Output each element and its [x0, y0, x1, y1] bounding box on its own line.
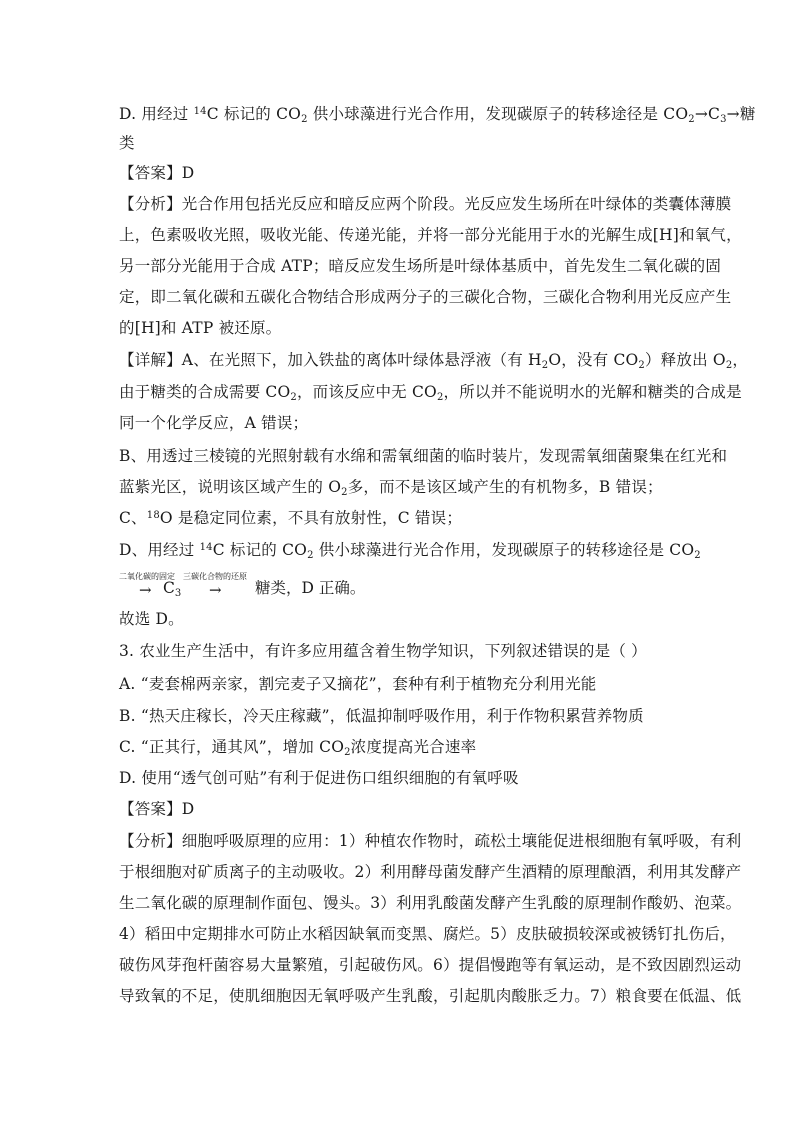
- text-line: [119, 955, 741, 975]
- text-line: [119, 706, 644, 726]
- text-line: [119, 163, 194, 183]
- text-run: →C: [694, 105, 721, 123]
- text-run: 4）稻田中定期排水可防止水稻因缺氧而变黑、腐烂。5）皮肤破损较深或被锈钉扎伤后，: [119, 925, 736, 943]
- text-line: [119, 508, 462, 528]
- text-line: [119, 674, 597, 694]
- text-line: [119, 413, 308, 433]
- text-run: 3: [720, 114, 727, 125]
- text-run: D. 使用“透气创可贴”有利于促进伤口组织细胞的有氧呼吸: [119, 769, 519, 787]
- pathway-label-reduction: 三碳化合物的还原: [183, 572, 247, 581]
- text-line: [119, 256, 721, 276]
- text-run: 同一个化学反应，A 错误；: [119, 414, 309, 432]
- text-line: [119, 287, 731, 307]
- text-run: 破伤风芽孢杆菌容易大量繁殖，引起破伤风。6）提倡慢跑等有氧运动，是不致因剧烈运动: [119, 956, 742, 974]
- text-run: B. “热天庄稼长，冷天庄稼藏”，低温抑制呼吸作用，利于作物积累营养物质: [119, 707, 644, 725]
- text-run: 2: [436, 392, 444, 403]
- text-run: ）释放出 O: [644, 351, 726, 369]
- text-run: 14: [193, 106, 207, 117]
- text-line: [119, 768, 519, 788]
- text-run: O，没有 CO: [548, 351, 639, 369]
- pathway-arrow-1: →: [139, 581, 152, 599]
- text-line: [119, 737, 476, 757]
- pathway-label-fixation: 二氧化碳的固定: [119, 572, 175, 581]
- text-run: 供小球藻进行光合作用，发现碳原子的转移途径是 CO: [307, 105, 689, 123]
- text-run: ，而该反应中无 CO: [296, 383, 437, 401]
- text-line: [119, 446, 727, 466]
- text-line: [119, 799, 194, 819]
- text-run: 浓度提高光合速率: [350, 738, 477, 756]
- text-run: 【分析】光合作用包括光反应和暗反应两个阶段。光反应发生场所在叶绿体的类囊体薄膜: [119, 195, 732, 213]
- text-line: [119, 986, 741, 1006]
- text-run: ，: [732, 351, 749, 369]
- text-run: 故选 D。: [119, 610, 184, 628]
- text-run: 生二氧化碳的原理制作面包、馒头。3）利用乳酸菌发酵产生乳酸的原理制作酸奶、泡菜。: [119, 894, 742, 912]
- text-run: 另一部分光能用于合成 ATP；暗反应发生场所是叶绿体基质中，首先发生二氧化碳的固: [119, 257, 722, 275]
- text-line: [119, 225, 742, 245]
- text-run: 2: [344, 747, 351, 758]
- text-run: 【详解】A、在光照下，加入铁盐的离体叶绿体悬浮液（有 H: [119, 351, 542, 369]
- text-run: 供小球藻进行光合作用，发现碳原子的转移途径是 CO: [313, 541, 695, 559]
- text-run: 3. 农业生产生活中，有许多应用蕴含着生物学知识，下列叙述错误的是（ ）: [119, 642, 647, 660]
- text-line: [119, 862, 741, 882]
- text-run: 于根细胞对矿质离子的主动吸收。2）利用酵母菌发酵产生酒精的原理酿酒，利用其发酵产: [119, 863, 742, 881]
- text-line: [119, 924, 736, 944]
- text-line: [119, 104, 756, 124]
- text-run: B、用透过三棱镜的光照射载有水绵和需氧细菌的临时装片，发现需氧细菌聚集在红光和: [119, 447, 728, 465]
- text-line: [119, 540, 701, 560]
- text-run: 定，即二氧化碳和五碳化合物结合形成两分子的三碳化合物，三碳化合物利用光反应产生: [119, 288, 732, 306]
- text-run: 14: [199, 542, 213, 553]
- text-run: 导致氧的不足，使肌细胞因无氧呼吸产生乳酸，引起肌肉酸胀乏力。7）粮食要在低温、低: [119, 987, 742, 1005]
- text-run: C、: [119, 509, 147, 527]
- text-run: 18: [146, 510, 160, 521]
- text-run: D、用经过: [119, 541, 200, 559]
- text-run: 蓝紫光区，说明该区域产生的 O: [119, 478, 342, 496]
- text-run: 多，而不是该区域产生的有机物多，B 错误；: [347, 478, 663, 496]
- text-run: 【分析】细胞呼吸原理的应用：1）种植农作物时，疏松土壤能促进根细胞有氧呼吸，有利: [119, 832, 742, 850]
- text-line: [119, 831, 741, 851]
- carbon-pathway-diagram: [119, 570, 439, 604]
- text-run: 2: [341, 487, 348, 498]
- text-run: D. 用经过: [119, 105, 194, 123]
- pathway-conclusion: 糖类，D 正确。: [255, 579, 366, 597]
- text-run: 上，色素吸收光照，吸收光能、传递光能，并将一部分光能用于水的光解生成[H]和氧气，: [119, 226, 742, 244]
- text-run: 2: [541, 360, 549, 371]
- text-run: C 标记的 CO: [212, 541, 308, 559]
- text-run: 2: [725, 360, 733, 371]
- text-line: [119, 350, 748, 370]
- text-line: [119, 641, 647, 661]
- text-line: [119, 477, 663, 497]
- text-run: 2: [307, 550, 314, 561]
- text-line: [119, 893, 741, 913]
- text-run: 【答案】D: [119, 800, 195, 818]
- text-run: 2: [290, 392, 297, 403]
- text-run: 2: [638, 360, 645, 371]
- text-run: 【答案】D: [119, 164, 195, 182]
- text-line: [119, 133, 135, 153]
- text-run: ，所以并不能说明水的光解和糖类的合成是: [443, 383, 742, 401]
- text-line: [119, 318, 281, 338]
- text-run: 由于糖类的合成需要 CO: [119, 383, 291, 401]
- text-run: 的[H]和 ATP 被还原。: [119, 319, 282, 337]
- text-run: 2: [688, 114, 695, 125]
- text-run: C. “正其行，通其风”，增加 CO: [119, 738, 345, 756]
- text-run: 2: [301, 114, 308, 125]
- text-run: O 是稳定同位素，不具有放射性，C 错误；: [159, 509, 463, 527]
- text-run: →糖: [726, 105, 756, 123]
- text-run: 类: [119, 134, 135, 152]
- pathway-c3: $C_3$: [163, 579, 182, 599]
- pathway-arrow-2: →: [209, 581, 222, 599]
- text-run: 2: [694, 550, 701, 561]
- text-line: [119, 194, 731, 214]
- text-run: A. “麦套棉两亲家，割完麦子又摘花”，套种有利于植物充分利用光能: [119, 675, 597, 693]
- text-line: [119, 382, 742, 402]
- text-run: C 标记的 CO: [206, 105, 302, 123]
- text-line: [119, 609, 184, 629]
